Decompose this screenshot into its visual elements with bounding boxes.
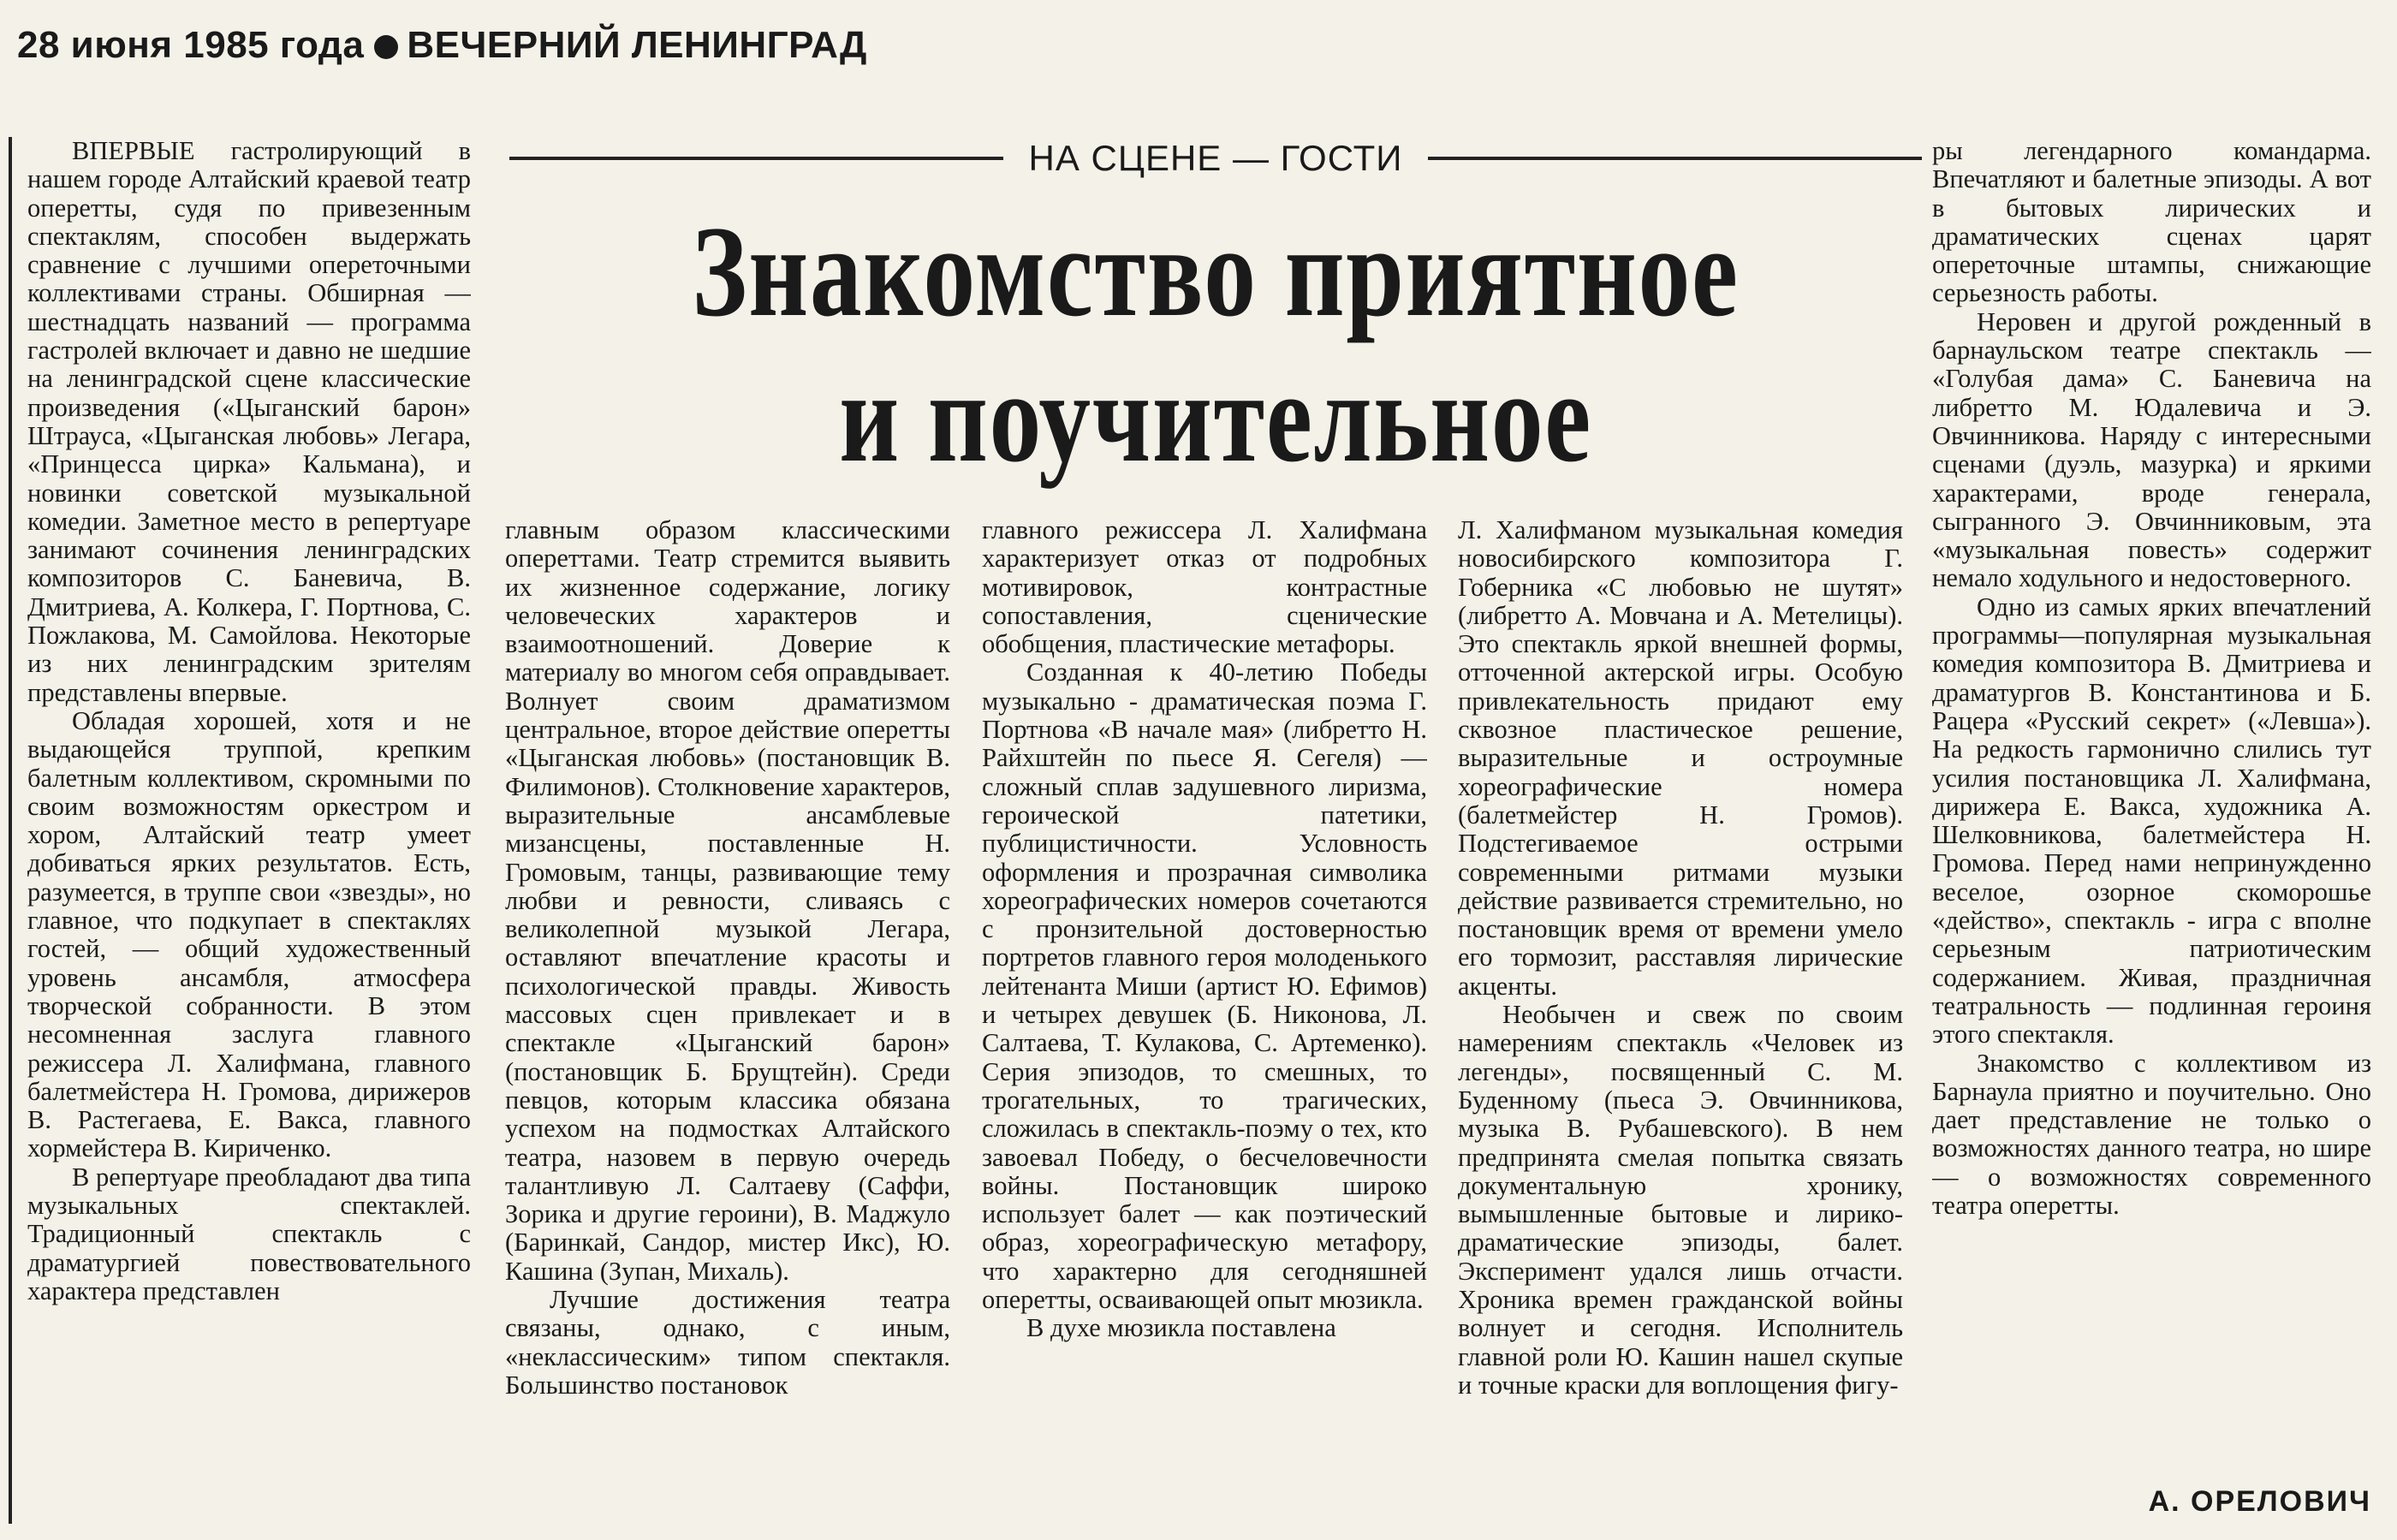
- paragraph: Одно из самых ярких впечатлений программы—популярная музыкальная комедия композитора В. Дмитриева и драматургов В. Константинова и Б. Рацера «Русский секрет» («Левша»). На редкость гармонично слились тут усилия постановщика Л. Халифмана, дирижера Е. Вакса, художника А. Шелковникова, балетмейстера Н. Громова. Перед нами непринужденно веселое, озорное скоморошье «действо», спектакль - игра с вполне серьезным патриотическим содержанием. Живая, праздничная театральность — подлинная героиня этого спектакля.: [1932, 592, 2371, 1049]
- rubric-rule-right: [1428, 157, 1922, 160]
- section-rubric: [509, 133, 1922, 184]
- rubric-rule-left: [509, 157, 1003, 160]
- paragraph: В духе мюзикла поставлена: [1026, 1313, 1336, 1343]
- column-rule: [9, 137, 12, 1524]
- article-column-1: [27, 137, 471, 1528]
- paragraph: Обладая хорошей, хотя и не выдающейся труппой, крепким балетным коллективом, скромными по своим возможностям оркестром и хором, Алтайский театр умеет добиваться ярких результатов. Есть, разумеется, в труппе свои «звезды», но главное, что подкупает в спектаклях гостей, — общий художественный уровень ансамбля, атмосфера творческой собранности. В этом несомненная заслуга главного режиссера Л. Халифмана, главного балетмейстера Н. Громова, дирижеров В. Растегаева, Е. Вакса, главного хормейстера В. Кириченко.: [27, 705, 471, 1163]
- paragraph: В репертуаре преобладают два типа музыкальных спектаклей. Традиционный спектакль с драматургией повествовательного характера представлен: [27, 1162, 471, 1305]
- paragraph: главного режиссера Л. Халифмана характеризует отказ от подробных мотивировок, контрастные сопоставления, сценические обобщения, пластические метафоры.: [982, 516, 1427, 659]
- author-byline: А. ОРЕЛОВИЧ: [2148, 1485, 2371, 1518]
- paragraph: главным образом классическими опереттами. Театр стремится выявить их жизненное содержание, логику человеческих характеров и взаимоотношений. Доверие к материалу во многом себя оправдывает. Волнует своим драматизмом центральное, второе действие оперетты «Цыганская любовь» (постановщик В. Филимонов). Столкновение характеров, выразительные ансамблевые мизансцены, поставленные Н. Громовым, танцы, развивающие тему любви и ревности, сливаясь с великолепной музыкой Легара, оставляют впечатление красоты и психологической правды. Живость массовых сцен привлекает и в спектакле «Цыганский барон» (постановщик Б. Брущтейн). Среди певцов, которым классика обязана успехом на подмостках Алтайского театра, назовем в первую очередь талантливую Л. Салтаеву (Саффи, Зорика и другие героини), В. Маджуло (Баринкай, Сандор, мистер Икс), Ю. Кашина (Зупан, Михаль).: [505, 516, 950, 1286]
- paragraph: Знакомство с коллективом из Барнаула приятно и поучительно. Оно дает представление не только о возможностях данного театра, но шире — о возможностях современного театра оперетты.: [1932, 1048, 2371, 1220]
- paragraph: ВПЕРВЫЕ гастролирующий в нашем городе Алтайский краевой театр оперетты, судя по привезенным спектаклям, способен выдержать сравнение с лучшими опереточными коллективами страны. Обширная — шестнадцать названий — программа гастролей включает и давно не шедшие на ленинградской сцене классические произведения («Цыганский барон» Штрауса, «Цыганская любовь» Легара, «Принцесса цирка» Кальмана), и новинки советской музыкальной комедии. Заметное место в репертуаре занимают сочинения ленинградских композиторов С. Баневича, В. Дмитриева, А. Колкера, Г. Портнова, С. Пожлакова, М. Самойлова. Некоторые из них ленинградским зрителям представлены впервые.: [27, 137, 471, 707]
- paragraph: Неровен и другой рожденный в барнаульском театре спектакль — «Голубая дама» С. Баневича на либретто М. Юдалевича и Э. Овчинникова. Наряду с интересными сценами (дуэль, мазурка) и яркими характерами, вроде генерала, сыгранного Э. Овчинниковым, эта «музыкальная повесть» содержит немало ходульного и недостоверного.: [1932, 306, 2371, 593]
- paragraph: Лучшие достижения театра связаны, однако, с иным, «неклассическим» типом спектакля. Большинство постановок: [505, 1285, 950, 1400]
- article-headline: [668, 199, 1764, 490]
- article-column-2: [505, 516, 950, 1528]
- rubric-label: НА СЦЕНЕ — ГОСТИ: [1028, 138, 1403, 178]
- masthead: [17, 24, 867, 67]
- headline-line-2: и поучительное: [839, 345, 1592, 489]
- newspaper-title: ВЕЧЕРНИЙ ЛЕНИНГРАД: [407, 24, 867, 66]
- paragraph: Л. Халифманом музыкальная комедия новосибирского композитора Г. Гоберника «С любовью не шутят» (либретто А. Мовчана и А. Метелицы). Это спектакль яркой внешней формы, отточенной актерской игры. Особую привлекательность придают ему сквозное пластическое решение, выразительные и остроумные хореографические номера (балетмейстер Н. Громов). Подстегиваемое острыми современными ритмами музыки действие развивается стремительно, но постановщик время от времени умело его тормозит, расставляя лирические акценты.: [1458, 516, 1903, 1001]
- article-column-5: [1932, 137, 2371, 1460]
- issue-date: 28 июня 1985 года: [17, 24, 365, 66]
- paragraph: Созданная к 40-летию Победы музыкально - драматическая поэма Г. Портнова «В начале мая» (либретто Н. Райхштейн по пьесе Я. Сегеля) — сложный сплав задушевного лиризма, героической патетики, публицистичности. Условность оформления и прозрачная символика хореографических номеров сочетаются с пронзительной достоверностью портретов главного героя молоденького лейтенанта Миши (артист Ю. Ефимов) и четырех девушек (Б. Никонова, Л. Салтаева, Т. Кулакова, С. Артеменко). Серия эпизодов, то смешных, то трогательных, то трагических, сложилась в спектакль-поэму о тех, кто завоевал Победу, о бесчеловечности войны. Постановщик широко использует балет — как поэтический образ, хореографическую метафору, что характерно для сегодняшней оперетты, осваивающей опыт мюзикла.: [982, 657, 1427, 1315]
- bullet-icon: [374, 35, 398, 59]
- article-column-3: [982, 516, 1427, 1528]
- headline-line-1: Знакомство приятное: [692, 199, 1740, 343]
- article-column-4: [1458, 516, 1903, 1528]
- paragraph: ры легендарного командарма. Впечатляют и балетные эпизоды. А вот в бытовых лирических и драматических сценах царят опереточные штампы, снижающие серьезность работы.: [1932, 137, 2371, 308]
- paragraph: Необычен и свеж по своим намерениям спектакль «Человек из легенды», посвященный С. М. Буденному (пьеса Э. Овчинникова, музыка В. Рубашевского). В нем предпринята смелая попытка связать документальную хронику, вымышленные бытовые и лирико-драматические эпизоды, балет. Эксперимент удался лишь отчасти. Хроника времен гражданской войны волнует и сегодня. Исполнитель главной роли Ю. Кашин нашел скупые и точные краски для воплощения фигу-: [1458, 1000, 1903, 1400]
